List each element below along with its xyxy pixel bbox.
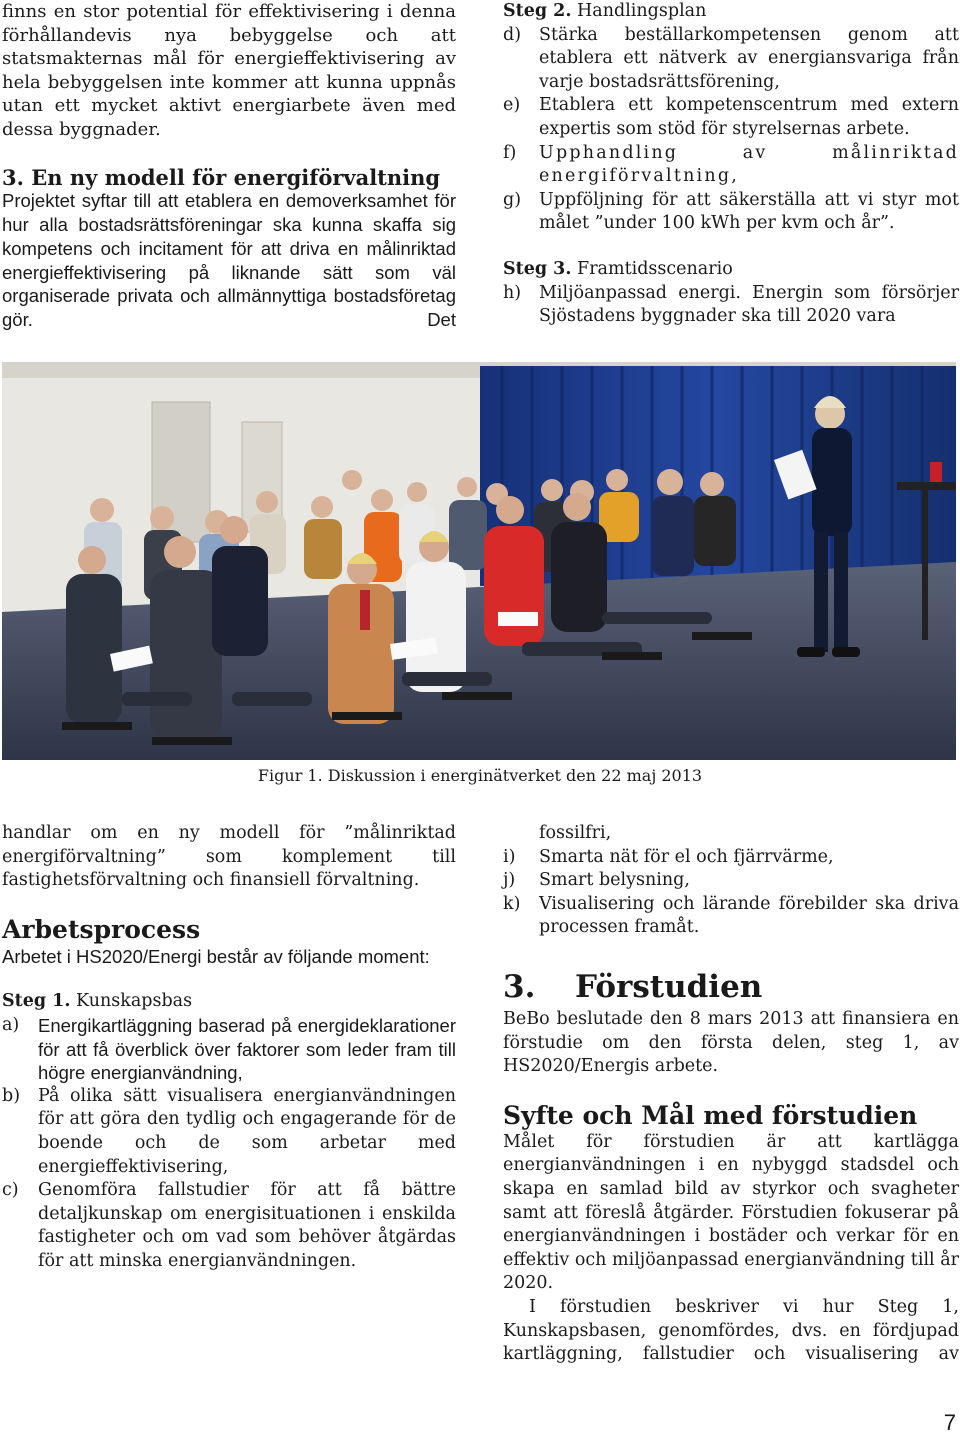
table (897, 482, 956, 490)
item-label: i) (503, 846, 516, 867)
item-label: f) (503, 142, 517, 163)
item-text: Etablera ett kompetenscentrum med extern expertis som stöd för styrelsernas arbete. (539, 95, 959, 139)
step-2-heading (503, 0, 959, 24)
step-3-heading (503, 258, 959, 282)
list-item (2, 1085, 456, 1179)
item-text: Visualisering och lärande förebilder ska driva processen framåt. (539, 893, 959, 938)
item-label: e) (503, 95, 521, 116)
item-text: Energikartläggning baserad på energideklarationer för att få överblick över faktorer som leder fram till högre energianvändning, (38, 1014, 456, 1084)
bottom-left-column (2, 822, 456, 1274)
page-number: 7 (943, 1410, 956, 1435)
list-item (503, 24, 959, 95)
syfte-body-1: Målet för förstudien är att kartlägga energianvändningen i en nybyggd stadsdel och skapa en samlad bild av styrkor och svagheter samt att föreslå åtgärder. Förstudien fokuserar på energianvändningen i bostäder och verkar för en effektiv och miljöanpassad energianvändning till år 2020. (503, 1131, 959, 1294)
continuation-paragraph: handlar om en ny modell för ”målinriktad energiförvaltning” som komplement till fastighetsförvaltning och finansiell förvaltning. (2, 823, 456, 891)
item-text: Upphandling av målinriktad energiförvaltning, (539, 142, 959, 187)
list-item (503, 189, 959, 236)
forstudien-body: BeBo beslutade den 8 mars 2013 att finansiera en förstudie om den första delen, steg 1, av HS2020/Energis arbete. (503, 1008, 959, 1077)
section-3-heading (2, 166, 456, 190)
list-item (503, 893, 959, 940)
item-label: b) (2, 1085, 21, 1106)
chapter-number: 3. (503, 968, 536, 1005)
step-3-title: Framtidsscenario (577, 258, 733, 279)
step-1-label: Steg 1. (2, 991, 71, 1012)
step-1-title: Kunskapsbas (76, 991, 193, 1012)
item-text: På olika sätt visualisera energianvändningen för att göra den tydlig och engagerande för de boende och de som arbetar med energieffektivisering, (38, 1085, 456, 1177)
step-2-title: Handlingsplan (577, 1, 707, 21)
item-text: Smarta nät för el och fjärrvärme, (539, 846, 834, 867)
meeting-photo-illustration (2, 362, 956, 760)
forstudien-heading (503, 970, 959, 1004)
h-continuation: fossilfri, (539, 823, 612, 843)
step-3-label: Steg 3. (503, 258, 572, 279)
list-item (2, 1014, 456, 1085)
item-label: d) (503, 24, 522, 45)
arbetsprocess-intro: Arbetet i HS2020/Energi består av följande moment: (2, 945, 430, 967)
syfte-heading: Syfte och Mål med förstudien (503, 1100, 918, 1130)
item-text: Stärka beställarkompetensen genom att etablera ett nätverk av energiansvariga från varje bostadsrättsförening, (539, 24, 959, 92)
chapter-title: Förstudien (575, 968, 763, 1005)
section-3-title: En ny modell för energiförvaltning (31, 164, 441, 190)
step-2-label: Steg 2. (503, 1, 572, 21)
figure-caption: Figur 1. Diskussion i energinätverket den 22 maj 2013 (257, 766, 703, 785)
top-right-column (503, 0, 959, 329)
section-3-number: 3. (2, 164, 24, 190)
list-item (503, 142, 959, 189)
item-text: Smart belysning, (539, 870, 690, 891)
item-text: Uppföljning för att säkerställa att vi styr mot målet ”under 100 kWh per kvm och år”. (539, 189, 959, 234)
item-text: Genomföra fallstudier för att få bättre detaljkunskap om energisituationen i enskilda fastigheter och om vad som behöver åtgärdas för att minska energianvändningen. (38, 1180, 456, 1271)
list-item (503, 869, 959, 893)
syfte-body-2: I förstudien beskriver vi hur Steg 1, Kunskapsbasen, genomfördes, dvs. en fördjupad kartläggning, fallstudier och visualisering av (503, 1296, 959, 1365)
section-3-body: Projektet syftar till att etablera en demoverksamhet för hur alla bostadsrättsföreningar ska kunna skaffa sig kompetens och incitament för att driva en målinriktad energieffektivisering på liknande sätt som väl organiserade privata och allmännyttiga bostadsföretag gör. Det (2, 190, 456, 331)
step-1-heading (2, 990, 456, 1014)
bottom-right-column (503, 822, 959, 1367)
meeting-photo (2, 362, 956, 760)
item-text: Miljöanpassad energi. Energin som försörjer Sjöstadens byggnader ska till 2020 vara (539, 282, 959, 327)
arbetsprocess-heading: Arbetsprocess (2, 914, 201, 944)
list-item (503, 282, 959, 329)
list-item (503, 846, 959, 870)
list-item (2, 1179, 456, 1273)
item-label: g) (503, 189, 522, 210)
item-label: j) (503, 870, 516, 891)
item-label: c) (2, 1180, 19, 1201)
item-label: a) (2, 1014, 20, 1035)
item-label: k) (503, 893, 521, 914)
top-left-column (2, 0, 456, 332)
item-label: h) (503, 282, 522, 303)
intro-paragraph: finns en stor potential för effektivisering i denna förhållandevis nya bebyggelse och att statsmakternas mål för energieffektivisering av hela bebyggelsen inte kommer att kunna uppnås utan ett mycket aktivt energiarbete även med dessa byggnader. (2, 1, 456, 140)
list-item (503, 94, 959, 141)
